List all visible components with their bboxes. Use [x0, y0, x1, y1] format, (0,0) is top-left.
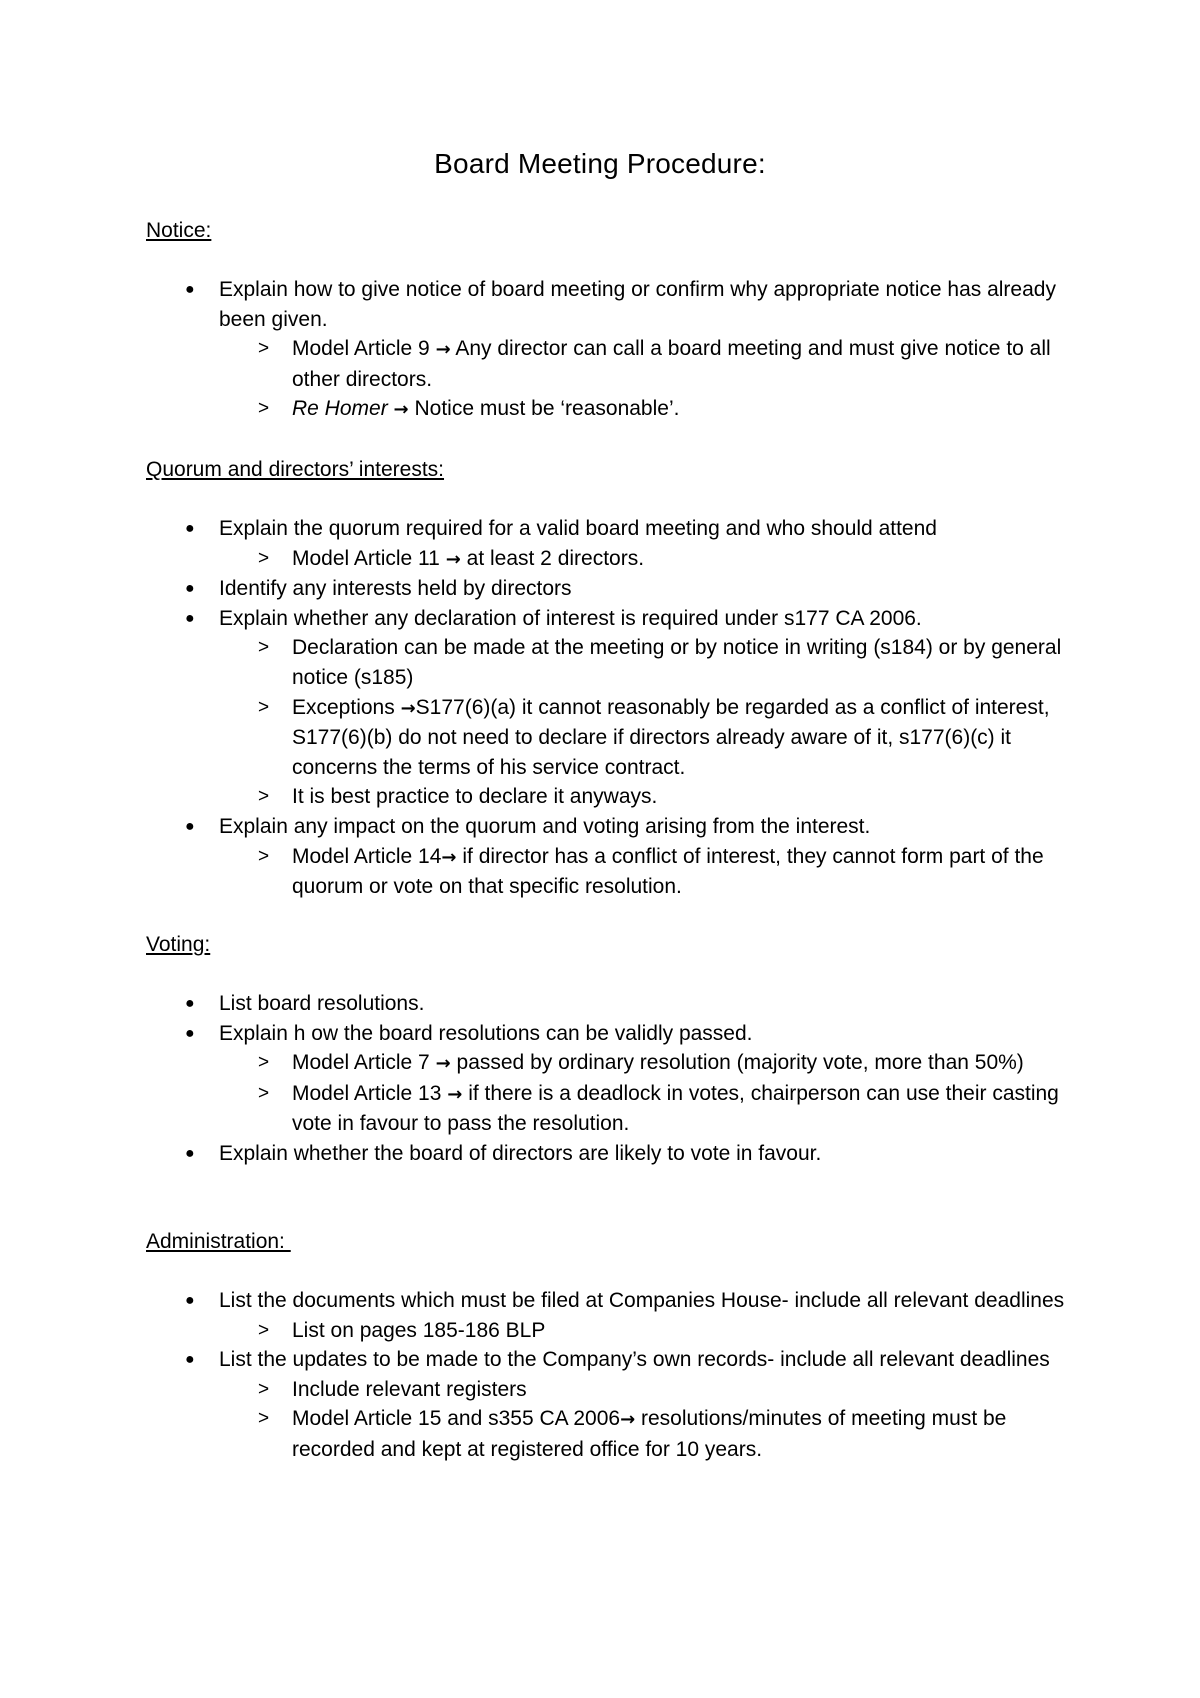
- sub-list: [219, 1048, 1086, 1139]
- list-item: [146, 812, 1086, 902]
- item-text: Identify any interests held by directors: [219, 577, 572, 601]
- bullet-list: [146, 989, 1086, 1169]
- sub-marker-icon: >: [258, 696, 270, 718]
- sub-text: at least 2 directors.: [466, 546, 645, 570]
- arrow-icon: →: [400, 697, 416, 719]
- bullet-icon: ●: [185, 1144, 195, 1162]
- item-text: List board resolutions.: [219, 992, 425, 1015]
- sub-item: [219, 1375, 1086, 1405]
- list-item: [146, 1345, 1086, 1464]
- sub-text: Any director can call a board meeting and must give notice to all other directors.: [292, 337, 1051, 391]
- sub-text: Notice must be ‘reasonable’.: [414, 397, 680, 421]
- bullet-icon: ●: [185, 520, 195, 537]
- section-quorum: [146, 455, 1086, 902]
- sub-lead: Exceptions: [292, 695, 395, 719]
- sub-marker-icon: >: [258, 547, 270, 569]
- item-text: Explain whether any declaration of interest is required under s177 CA 2006.: [219, 606, 922, 630]
- arrow-icon: →: [445, 548, 461, 570]
- item-text: Explain whether the board of directors are likely to vote in favour.: [219, 1141, 822, 1165]
- sub-text: S177(6)(a) it cannot reasonably be regarded as a conflict of interest, S177(6)(b) do not need to declare if directors already aware of it, s177(6)(c) it concerns the terms of his service contract.: [292, 695, 1050, 779]
- sub-item: [219, 544, 1086, 575]
- sub-marker-icon: >: [258, 1052, 270, 1074]
- sub-text: List on pages 185-186 BLP: [292, 1318, 546, 1342]
- list-item: [146, 1019, 1086, 1139]
- sub-list: [219, 842, 1086, 902]
- sub-list: [219, 1375, 1086, 1465]
- section-heading: Administration:: [146, 1230, 291, 1253]
- arrow-icon: →: [435, 1053, 451, 1075]
- sub-list: [219, 633, 1086, 812]
- arrow-icon: →: [447, 1083, 463, 1105]
- arrow-icon: →: [435, 339, 451, 361]
- item-text: Explain the quorum required for a valid board meeting and who should attend: [219, 517, 937, 540]
- bullet-icon: ●: [185, 1351, 195, 1369]
- section-voting: [146, 930, 1086, 1169]
- sub-lead: Model Article 7: [292, 1051, 430, 1075]
- sub-lead: Model Article 11: [292, 546, 440, 570]
- sub-marker-icon: >: [258, 1378, 270, 1400]
- sub-marker-icon: >: [258, 1082, 270, 1104]
- sub-list: [219, 544, 1086, 575]
- sub-marker-icon: >: [258, 1408, 270, 1430]
- bullet-icon: ●: [185, 609, 195, 627]
- sub-marker-icon: >: [258, 845, 270, 867]
- sub-text: It is best practice to declare it anyways.: [292, 785, 658, 809]
- sub-marker-icon: >: [258, 338, 270, 360]
- section-heading: Voting:: [146, 933, 211, 956]
- bullet-icon: ●: [185, 817, 195, 835]
- list-item: [146, 989, 1086, 1019]
- sub-lead: Model Article 13: [292, 1081, 442, 1105]
- bullet-icon: ●: [185, 1024, 195, 1042]
- sub-list: [219, 334, 1086, 425]
- sub-item: [219, 1048, 1086, 1079]
- section-heading: Notice:: [146, 219, 212, 242]
- sub-marker-icon: >: [258, 637, 270, 659]
- bullet-list: [146, 275, 1086, 425]
- bullet-icon: ●: [185, 1292, 195, 1309]
- sub-item: [219, 842, 1086, 902]
- sub-lead: Model Article 9: [292, 337, 430, 361]
- sub-text: Include relevant registers: [292, 1377, 527, 1401]
- list-item: [146, 574, 1086, 604]
- item-text: Explain h ow the board resolutions can be validly passed.: [219, 1021, 753, 1045]
- item-text: Explain how to give notice of board meeting or confirm why appropriate notice has already been given.: [219, 278, 1056, 331]
- bullet-list: [146, 514, 1086, 902]
- sub-lead: Model Article 14: [292, 844, 442, 868]
- list-item: [146, 604, 1086, 812]
- sub-item: [219, 633, 1086, 692]
- sub-text: Declaration can be made at the meeting or by notice in writing (s184) or by general notice (s185): [292, 636, 1062, 689]
- bullet-icon: ●: [185, 580, 195, 598]
- item-text: List the updates to be made to the Company’s own records- include all relevant deadlines: [219, 1348, 1050, 1372]
- arrow-icon: →: [620, 1409, 636, 1431]
- sub-item: [219, 394, 1086, 425]
- sub-item: [219, 782, 1086, 812]
- item-text: List the documents which must be filed at Companies House- include all relevant deadlines: [219, 1289, 1065, 1312]
- list-item: [146, 514, 1086, 574]
- section-heading: Quorum and directors’ interests:: [146, 458, 445, 481]
- list-item: [146, 1139, 1086, 1169]
- sub-text: passed by ordinary resolution (majority vote, more than 50%): [456, 1051, 1024, 1075]
- sub-text: if there is a deadlock in votes, chairperson can use their casting vote in favour to pass the resolution.: [292, 1081, 1059, 1136]
- sub-item: [219, 334, 1086, 394]
- sub-item: [219, 1404, 1086, 1464]
- sub-marker-icon: >: [258, 1319, 270, 1341]
- sub-text: resolutions/minutes of meeting must be recorded and kept at registered office for 10 years.: [292, 1407, 1007, 1461]
- list-item: [146, 1286, 1086, 1345]
- sub-list: [219, 1316, 1086, 1346]
- sub-lead: Re Homer: [292, 397, 388, 421]
- sub-text: if director has a conflict of interest, they cannot form part of the quorum or vote on that specific resolution.: [292, 844, 1044, 899]
- sub-marker-icon: >: [258, 398, 270, 420]
- bullet-icon: ●: [185, 281, 195, 298]
- sub-item: [219, 1079, 1086, 1139]
- section-administration: [146, 1227, 1086, 1465]
- section-notice: [146, 216, 1086, 425]
- item-text: Explain any impact on the quorum and voting arising from the interest.: [219, 814, 871, 838]
- list-item: [146, 275, 1086, 425]
- bullet-icon: ●: [185, 995, 195, 1012]
- arrow-icon: →: [441, 846, 457, 868]
- bullet-list: [146, 1286, 1086, 1465]
- sub-item: [219, 693, 1086, 783]
- sub-item: [219, 1316, 1086, 1346]
- arrow-icon: →: [393, 399, 409, 421]
- sub-marker-icon: >: [258, 786, 270, 808]
- page-title: Board Meeting Procedure:: [434, 148, 766, 179]
- sub-lead: Model Article 15 and s355 CA 2006: [292, 1407, 621, 1431]
